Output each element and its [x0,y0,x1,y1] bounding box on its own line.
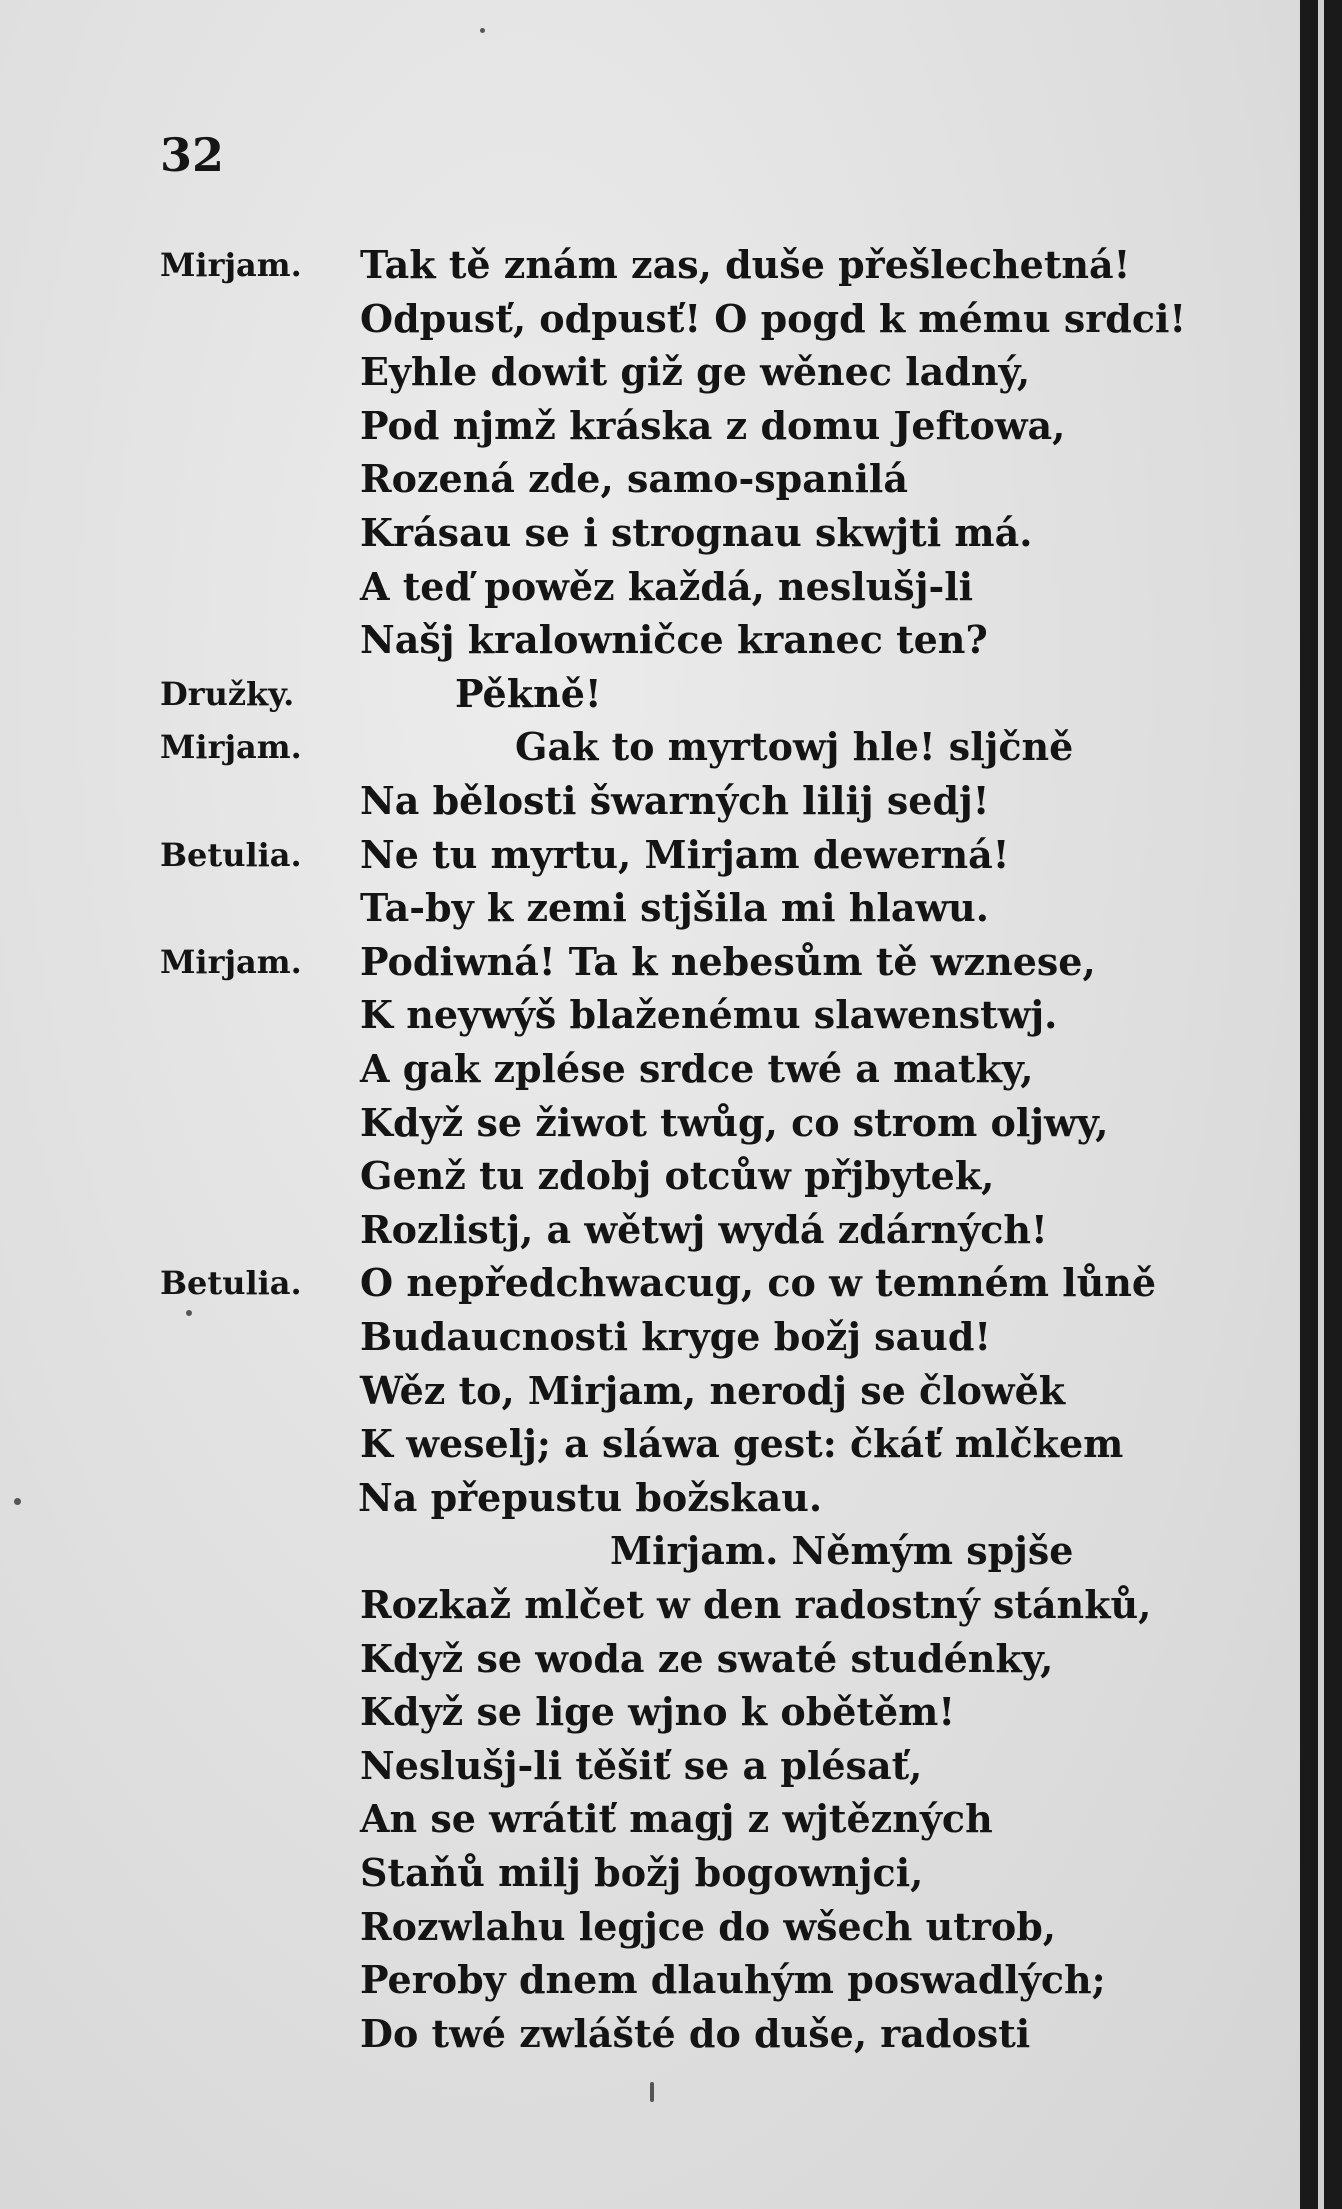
speck [650,2082,654,2102]
verse-text: Podiwná! Ta k nebesům tě wznese, [360,939,1096,984]
verse-line [0,1636,1300,1689]
verse-line [0,510,1300,563]
page-edge-strip [1318,0,1324,2209]
verse-line [0,671,1300,724]
verse-line [0,1046,1300,1099]
verse-text: Když se lige wjno k obětěm! [360,1689,956,1734]
verse-text: A teď powěz každá, neslušj-li [360,564,974,609]
verse-text: Staňů milj božj bogownjci, [360,1850,924,1895]
verse-line [0,403,1300,456]
verse-line [0,992,1300,1045]
verse-text: Peroby dnem dlauhým poswadlých; [360,1957,1106,2002]
verse-text: Rozená zde, samo-spanilá [360,456,908,501]
verse-text: Wěz to, Mirjam, nerodj se člowěk [360,1368,1066,1413]
verse-text: Rozkaž mlčet w den radostný stánků, [360,1582,1152,1627]
verse-text: K weselj; a sláwa gest: čkáť mlčkem [360,1421,1124,1466]
verse-line [0,1368,1300,1421]
verse-line [0,1904,1300,1957]
speck [186,1310,192,1316]
verse-line [0,1957,1300,2010]
verse-text: An se wrátiť magj z wjtězných [360,1796,993,1841]
verse-line [0,564,1300,617]
verse-line [0,1153,1300,1206]
verse-line [0,1689,1300,1742]
verse-text: Našj kralowničce kranec ten? [360,617,988,662]
page-number: 32 [160,128,225,182]
verse-text: Tak tě znám zas, duše přešlechetná! [360,242,1131,287]
verse-text: K neywýš blaženému slawenstwj. [360,992,1058,1037]
verse-text: Odpusť, odpusť! O pogd k mému srdci! [360,296,1187,341]
speaker-name: Betulia. [160,836,302,874]
verse-text: Krásau se i strognau skwjti má. [360,510,1033,555]
verse-line [0,1100,1300,1153]
verse-text: Rozlistj, a wětwj wydá zdárných! [360,1207,1048,1252]
verse-text: Na bělosti šwarných lilij sedj! [360,778,990,823]
verse-text: Mirjam. Němým spjše [610,1528,1074,1573]
verse-line [0,885,1300,938]
speaker-name: Mirjam. [160,943,302,981]
verse-line [0,1314,1300,1367]
verse-text: Pod njmž kráska z domu Jeftowa, [360,403,1066,448]
verse-text: Do twé zwlášté do duše, radosti [360,2011,1031,2056]
verse-line [0,1421,1300,1474]
speaker-name: Mirjam. [160,246,302,284]
verse-line [0,1850,1300,1903]
verse-line [0,1796,1300,1849]
verse-line [0,1528,1300,1581]
verse-line [0,1207,1300,1260]
verse-text: Když se woda ze swaté studénky, [360,1636,1054,1681]
verse-line [0,724,1300,777]
verse-text: Na přepustu božskau. [358,1475,823,1520]
verse-line [0,778,1300,831]
verse-text: Eyhle dowit giž ge wěnec ladný, [360,349,1031,394]
verse-line [0,939,1300,992]
verse-text: Neslušj-li těšiť se a plésať, [360,1743,923,1788]
speaker-name: Mirjam. [160,728,302,766]
verse-text: A gak zplése srdce twé a matky, [360,1046,1034,1091]
verse-text: O nepředchwacug, co w temném lůně [360,1260,1157,1305]
verse-line [0,1743,1300,1796]
speck [14,1498,21,1505]
verse-line [0,617,1300,670]
verse-line [0,1260,1300,1313]
verse-line [0,296,1300,349]
verse-text: Gak to myrtowj hle! sljčně [515,724,1074,769]
verse-text: Budaucnosti kryge božj saud! [360,1314,992,1359]
verse-text: Genž tu zdobj otcůw přjbytek, [360,1153,995,1198]
verse-text: Ne tu myrtu, Mirjam dewerná! [360,832,1010,877]
verse-text: Rozwlahu legjce do wšech utrob, [360,1904,1057,1949]
page-edge [1300,0,1342,2209]
verse-line [0,2011,1300,2064]
verse-line [0,242,1300,295]
verse-line [0,1475,1300,1528]
verse-text: Pěkně! [455,671,602,716]
verse-text: Když se žiwot twůg, co strom oljwy, [360,1100,1109,1145]
speck [480,28,485,33]
verse-line [0,1582,1300,1635]
verse-line [0,349,1300,402]
verse-text: Ta-by k zemi stjšila mi hlawu. [360,885,990,930]
verse-line [0,832,1300,885]
verse-line [0,456,1300,509]
speaker-name: Družky. [160,675,295,713]
speaker-name: Betulia. [160,1264,302,1302]
